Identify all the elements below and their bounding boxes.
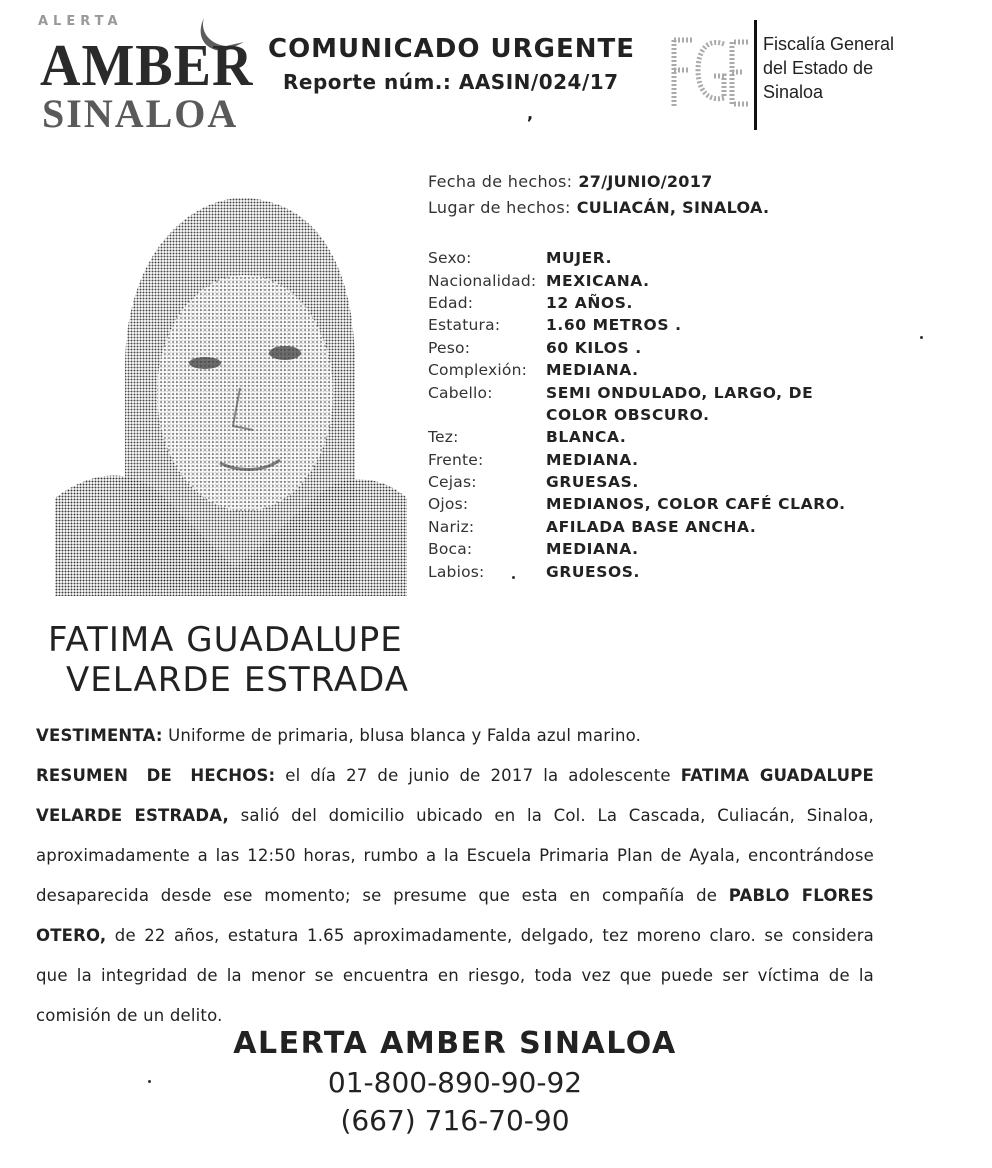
- report-number: Reporte núm.: AASIN/024/17: [283, 70, 619, 94]
- summary-companion-name: PABLO FLORES OTERO,: [36, 886, 875, 945]
- phone-local[interactable]: (667) 716-70-90: [340, 1104, 570, 1137]
- scan-speck: [148, 1080, 151, 1083]
- desc-row-complexion: Complexión: MEDIANA.: [428, 361, 639, 380]
- clothing-text: Uniforme de primaria, blusa blanca y Falda azul marino.: [168, 726, 642, 745]
- desc-row-cabello: Cabello: SEMI ONDULADO, LARGO, DE: [428, 383, 814, 402]
- scan-speck: [512, 576, 515, 579]
- missing-person-photo: [55, 168, 407, 596]
- physical-description: [428, 247, 846, 583]
- stray-mark: ,: [527, 104, 534, 123]
- person-name-line1: FATIMA GUADALUPE: [48, 620, 403, 660]
- desc-row-tez: Tez: BLANCA.: [428, 428, 627, 447]
- scan-speck: [920, 336, 923, 339]
- alert-title: ALERTA AMBER SINALOA: [233, 1026, 677, 1061]
- desc-row-peso: Peso: 60 KILOS .: [428, 338, 642, 357]
- divider: [754, 20, 757, 130]
- desc-row-edad: Edad: 12 AÑOS.: [428, 293, 633, 312]
- desc-row-estatura: Estatura: 1.60 METROS .: [428, 316, 682, 335]
- desc-row-cabello-cont: COLOR OBSCURO.: [546, 405, 710, 424]
- desc-row-boca: Boca: MEDIANA.: [428, 540, 639, 559]
- logo-dotted-text: ALERTA: [38, 14, 123, 29]
- agency-name: Fiscalía General del Estado de Sinaloa: [763, 34, 895, 102]
- desc-row-frente: Frente: MEDIANA.: [428, 450, 639, 469]
- summary-text-3: de 22 años, estatura 1.65 aproximadamente, delgado, tez moreno claro. se considera que la integridad de la menor se encuentra en riesgo, toda vez que puede ser víctima de la comisión de un delito.: [36, 926, 874, 1025]
- desc-row-nariz: Nariz: AFILADA BASE ANCHA.: [428, 517, 757, 536]
- desc-row-nacionalidad: Nacionalidad: MEXICANA.: [428, 271, 650, 290]
- document-title: COMUNICADO URGENTE: [268, 34, 636, 64]
- summary-text-1: el día 27 de junio de 2017 la adolescente: [285, 766, 671, 785]
- amber-sinaloa-logo: [38, 14, 254, 136]
- desc-row-cejas: Cejas: GRUESAS.: [428, 473, 639, 492]
- clothing-label: VESTIMENTA:: [36, 726, 163, 745]
- clothing-section: [36, 716, 874, 756]
- logo-amber-word: AMBER: [40, 33, 254, 99]
- summary-text-2: salió del domicilio ubicado en la Col. La Cascada, Culiacán, Sinaloa, aproximadamente a las 12:50 horas, rumbo a la Escuela Primaria Plan de Ayala, encontrándose desaparecida desde ese momento; se presume que esta en compañía de: [36, 806, 874, 905]
- logo-sinaloa-word: SINALOA: [42, 91, 239, 136]
- phone-tollfree[interactable]: 01-800-890-90-92: [327, 1066, 583, 1099]
- summary-label: RESUMEN DE HECHOS:: [36, 766, 276, 785]
- desc-row-ojos: Ojos: MEDIANOS, COLOR CAFÉ CLARO.: [428, 495, 846, 514]
- date-of-events: Fecha de hechos: 27/JUNIO/2017: [428, 172, 713, 191]
- place-of-events: Lugar de hechos: CULIACÁN, SINALOA.: [428, 198, 770, 217]
- summary-person-name: FATIMA GUADALUPE VELARDE ESTRADA,: [36, 766, 874, 825]
- desc-row-labios: Labios: GRUESOS.: [428, 562, 641, 581]
- person-name-line2: VELARDE ESTRADA: [66, 660, 409, 700]
- desc-row-sexo: Sexo: MUJER.: [428, 249, 613, 268]
- fge-monogram-icon: [668, 30, 752, 114]
- summary-section: [36, 756, 874, 1036]
